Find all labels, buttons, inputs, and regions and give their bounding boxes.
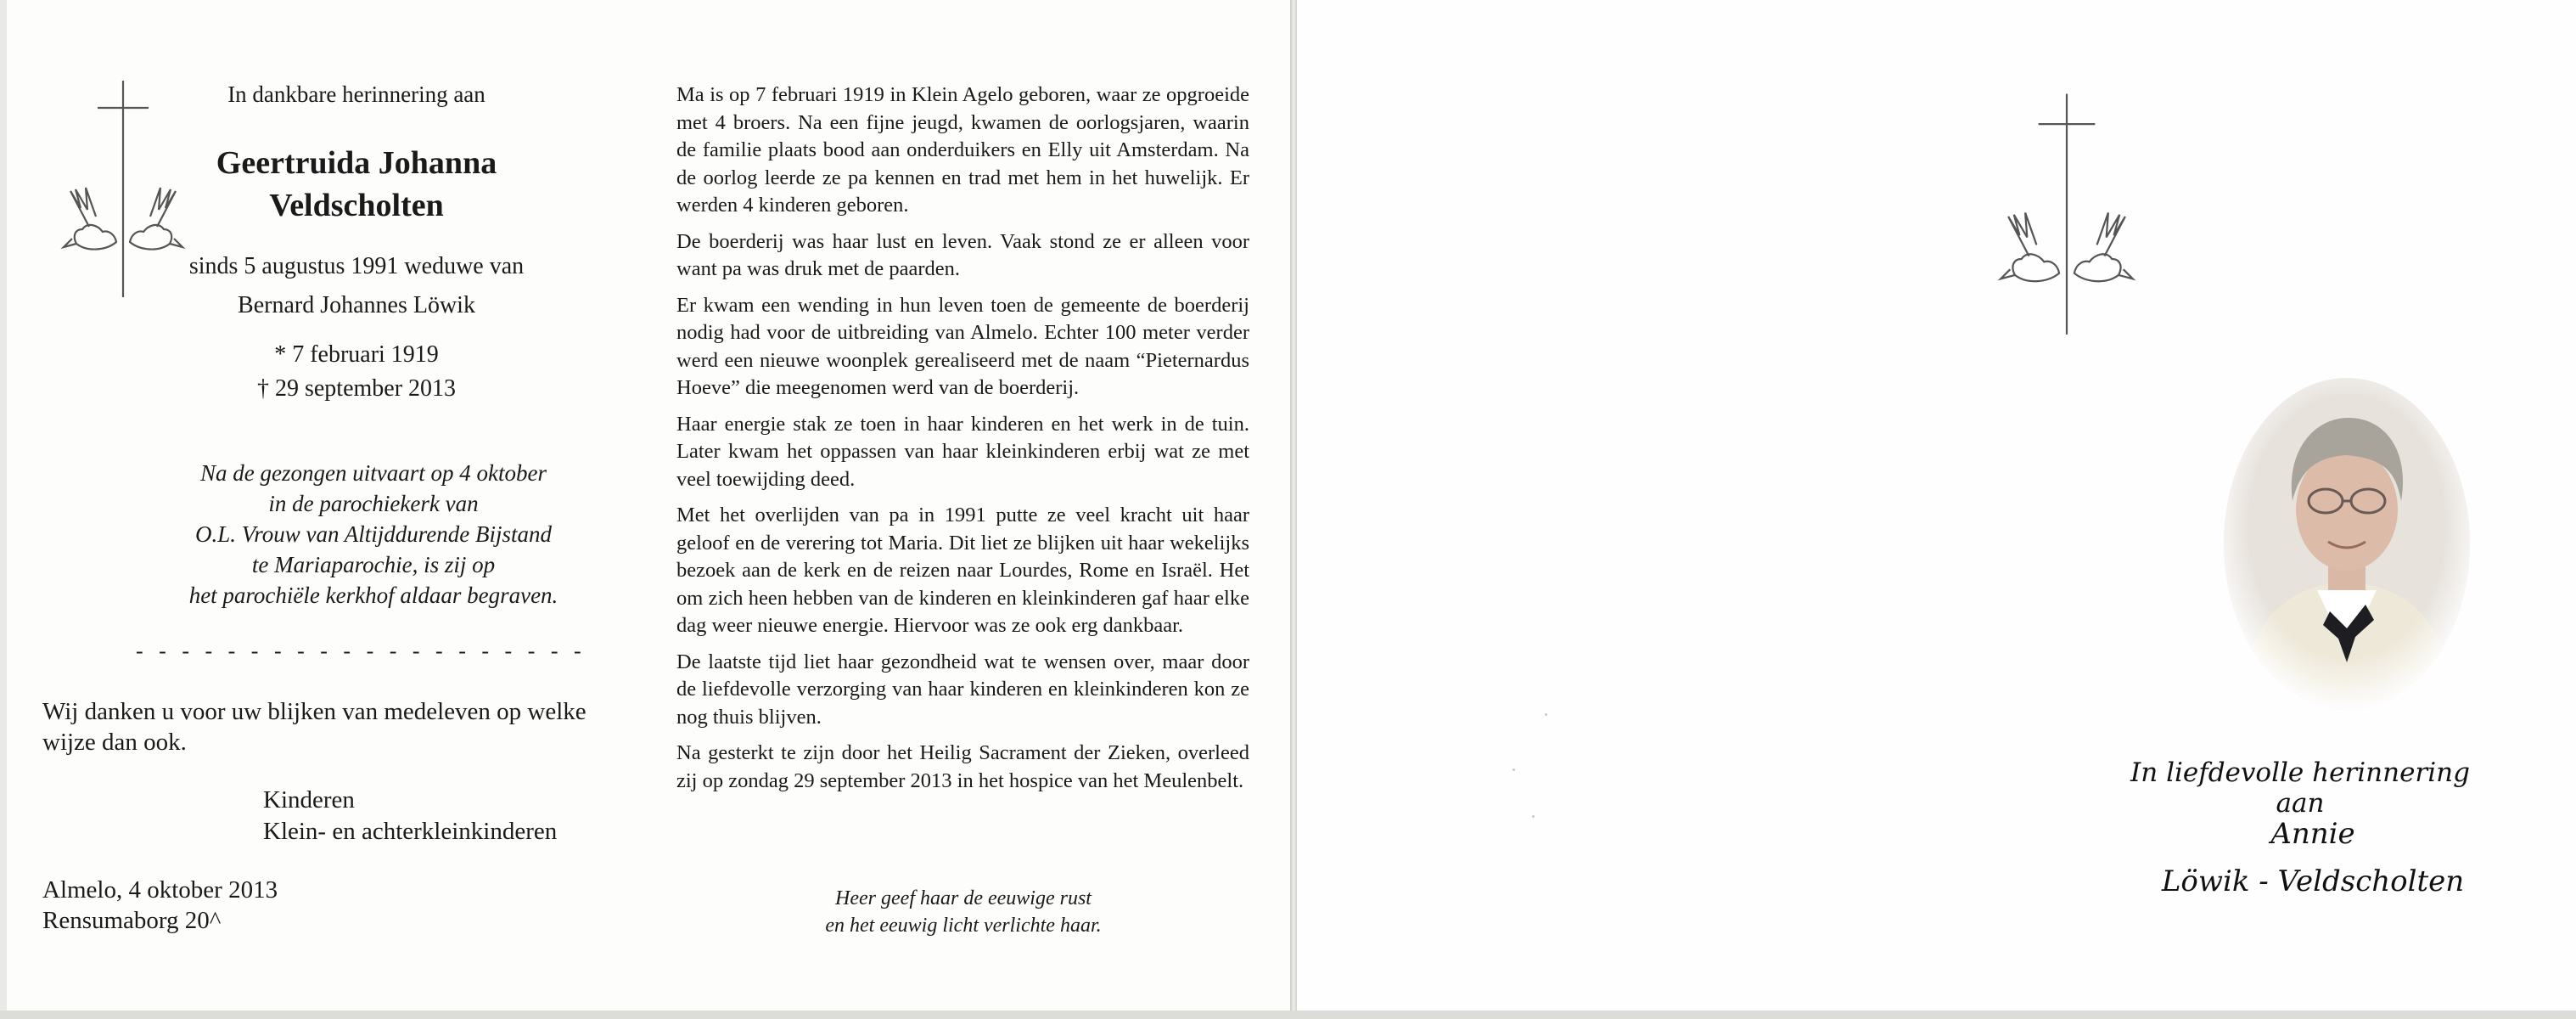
- deceased-name-line2: Veldscholten: [269, 188, 444, 223]
- deceased-surname: Löwik - Veldscholten: [2161, 864, 2465, 898]
- deceased-nickname: Annie: [2270, 817, 2355, 851]
- biography-paragraph: Er kwam een wending in hun leven toen de gemeente de boerderij nodig had voor de uitbreiding van Almelo. Echter 100 meter verder werd een nieuwe woonplek gerealiseerd met de naam “Pieternardus Hoeve” die meegenomen werd van de boerderij.: [676, 293, 1249, 399]
- family-line: Klein- en achterkleinkinderen: [263, 818, 558, 845]
- dashed-divider: - - - - - - - - - - - - - - - - - - - -: [136, 639, 586, 663]
- card-bottom-edge: [0, 1011, 2576, 1019]
- biography-paragraph: De boerderij was haar lust en leven. Vaak stond ze er alleen voor want pa was druk met de paarden.: [676, 229, 1249, 280]
- funeral-line: in de parochiekerk van: [268, 491, 479, 516]
- card-fold: [1290, 0, 1297, 1019]
- funeral-line: O.L. Vrouw van Altijddurende Bijstand: [195, 521, 552, 547]
- biography-paragraph: Met het overlijden van pa in 1991 putte ze veel kracht uit haar geloof en de verering tot Maria. Dit liet ze blijken uit haar wekelijks bezoek aan de kerk en de reizen naar Lourdes, Rome en Israël. Het om zich heen hebben van de kinderen en kleinkinderen gaf haar elke dag weer nieuwe energie. Hiervoor was ze ook erg dankbaar.: [676, 504, 1249, 637]
- death-date: † 29 september 2013: [256, 375, 457, 402]
- biography: [676, 82, 1249, 803]
- funeral-line: te Mariaparochie, is zij op: [251, 552, 496, 577]
- paper-speck: [1532, 815, 1535, 818]
- birth-date: * 7 februari 1919: [274, 341, 439, 368]
- spouse-name: Bernard Johannes Löwik: [238, 292, 475, 318]
- cross-with-doves-icon: [1982, 85, 2152, 348]
- biography-paragraph: Ma is op 7 februari 1919 in Klein Agelo geboren, waar ze opgroeide met 4 broers. Na een fijne jeugd, kwamen de oorlogsjaren, waarin de familie plaats bood aan onderduikers en Elly uit Amsterdam. Na de oorlog leerde ze pa kennen en trad met hem in het huwelijk. Er werden 4 kinderen geboren.: [676, 83, 1249, 217]
- paper-speck: [1545, 713, 1547, 716]
- intro-text: In dankbare herinnering aan: [227, 82, 485, 107]
- paper-speck: [1512, 768, 1515, 771]
- memory-heading: In liefdevolle herinnering aan: [2130, 757, 2470, 819]
- funeral-line: Na de gezongen uitvaart op 4 oktober: [200, 460, 547, 486]
- biography-paragraph: Haar energie stak ze toen in haar kinderen en het werk in de tuin. Later kwam het oppassen van haar kleinkinderen erbij wat ze met veel toewijding deed.: [676, 412, 1249, 491]
- address: Rensumaborg 20^: [42, 907, 222, 934]
- portrait-photo: [2220, 374, 2474, 713]
- place-date: Almelo, 4 oktober 2013: [42, 876, 278, 904]
- biography-paragraph: Na gesterkt te zijn door het Heilig Sacrament der Zieken, overleed zij op zondag 29 september 2013 in het hospice van het Meulenbelt.: [676, 741, 1249, 792]
- widow-text: sinds 5 augustus 1991 weduwe van: [188, 253, 525, 279]
- deceased-name-line1: Geertruida Johanna: [216, 145, 497, 181]
- prayer: [679, 885, 1248, 939]
- family-line: Kinderen: [263, 786, 355, 814]
- prayer-line: Heer geef haar de eeuwige rust: [835, 887, 1092, 909]
- funeral-line: het parochiële kerkhof aldaar begraven.: [188, 583, 558, 608]
- prayer-line: en het eeuwig licht verlichte haar.: [825, 915, 1102, 937]
- thanks-text: Wij danken u voor uw blijken van medeleven op welke wijze dan ook.: [42, 698, 586, 756]
- biography-paragraph: De laatste tijd liet haar gezondheid wat te wensen over, maar door de liefdevolle verzorging van haar kinderen en kleinkinderen kon ze nog thuis blijven.: [676, 650, 1249, 729]
